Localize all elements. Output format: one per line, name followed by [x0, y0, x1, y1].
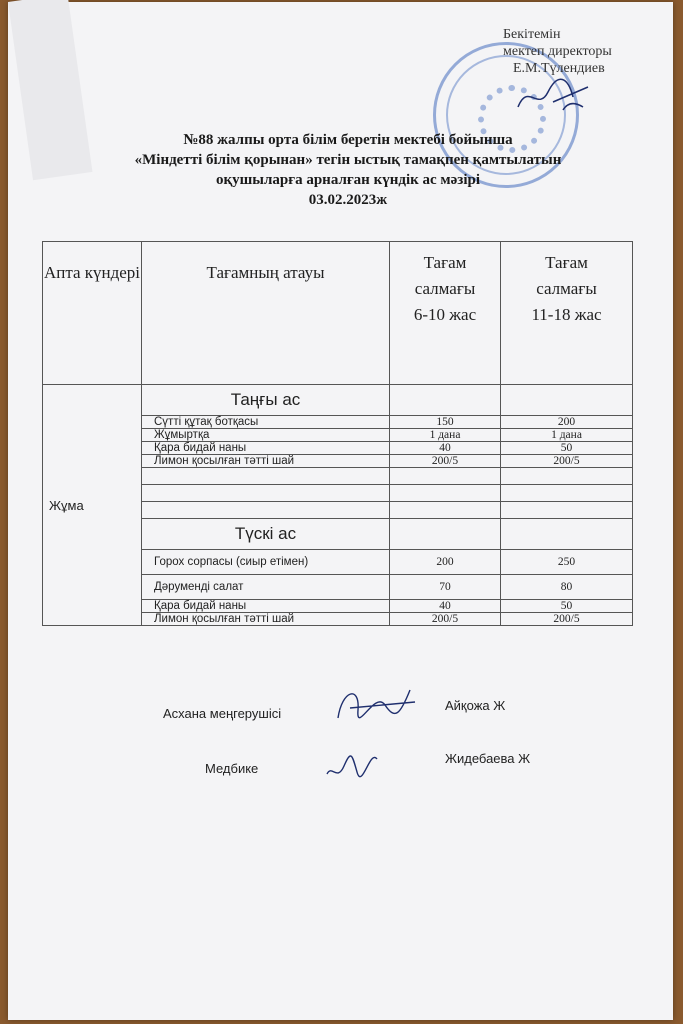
header-weight-b-3: 11-18 жас [531, 305, 602, 324]
weight-6-10: 40 [390, 442, 501, 455]
director-signature [513, 72, 593, 117]
dish-name: Дәруменді салат [142, 575, 390, 600]
weight-11-18: 80 [501, 575, 633, 600]
nurse-role: Медбике [205, 761, 259, 776]
weight-6-10: 40 [390, 600, 501, 613]
document-heading [68, 130, 628, 210]
header-weight-b-2: салмағы [536, 279, 597, 298]
weight-6-10: 1 дана [390, 429, 501, 442]
weight-11-18: 200/5 [501, 455, 633, 468]
canteen-head-role: Асхана меңгерушісі [163, 706, 282, 721]
canteen-head-signature [330, 680, 420, 725]
approval-block [503, 26, 612, 77]
approval-director-name: Е.М.Түлендиев [513, 61, 605, 76]
header-weight-6-10 [390, 242, 501, 385]
table-header-row [43, 242, 633, 385]
header-weight-b-1: Тағам [545, 253, 588, 272]
weight-11-18: 250 [501, 550, 633, 575]
header-weight-a-1: Тағам [423, 253, 467, 272]
dish-name: Горох сорпасы (сиыр етімен) [142, 550, 390, 575]
dish-name: Лимон қосылған тәтті шай [142, 455, 390, 468]
weight-6-10: 200/5 [390, 613, 501, 626]
header-weight-a-3: 6-10 жас [413, 305, 477, 324]
weight-6-10: 200 [390, 550, 501, 575]
document-page [8, 2, 673, 1020]
heading-line2: «Міндетті білім қорынан» тегін ыстық тамақпен қамтылатын [134, 152, 562, 168]
dish-name: Жұмыртқа [142, 429, 390, 442]
canteen-head-name: Айқожа Ж [445, 698, 506, 713]
weight-11-18: 200/5 [501, 613, 633, 626]
dish-name: Лимон қосылған тәтті шай [142, 613, 390, 626]
weight-11-18: 50 [501, 600, 633, 613]
approval-line2: мектеп директоры [503, 44, 612, 59]
section-breakfast: Таңғы ас [142, 385, 390, 416]
weight-6-10: 70 [390, 575, 501, 600]
day-cell: Жұма [43, 385, 142, 626]
header-weight-a-2: салмағы [414, 279, 476, 298]
heading-line3: оқушыларға арналған күндік ас мәзірі [216, 172, 480, 188]
nurse-name: Жидебаева Ж [445, 751, 531, 766]
weight-6-10: 200/5 [390, 455, 501, 468]
weight-11-18: 50 [501, 442, 633, 455]
weight-6-10: 150 [390, 416, 501, 429]
section-lunch: Түскі ас [142, 519, 390, 550]
approval-line1: Бекітемін [503, 27, 561, 42]
dish-name: Қара бидай наны [142, 442, 390, 455]
heading-line1: №88 жалпы орта білім беретін мектебі бойынша [183, 132, 513, 148]
header-days: Апта күндері [43, 242, 142, 385]
header-weight-11-18 [501, 242, 633, 385]
dish-name: Сүтті құтақ ботқасы [142, 416, 390, 429]
dish-name: Қара бидай наны [142, 600, 390, 613]
header-dish: Тағамның атауы [142, 242, 390, 385]
weight-11-18: 200 [501, 416, 633, 429]
menu-table [42, 241, 633, 626]
nurse-signature [322, 744, 382, 784]
weight-11-18: 1 дана [501, 429, 633, 442]
heading-date: 03.02.2023ж [308, 192, 388, 208]
